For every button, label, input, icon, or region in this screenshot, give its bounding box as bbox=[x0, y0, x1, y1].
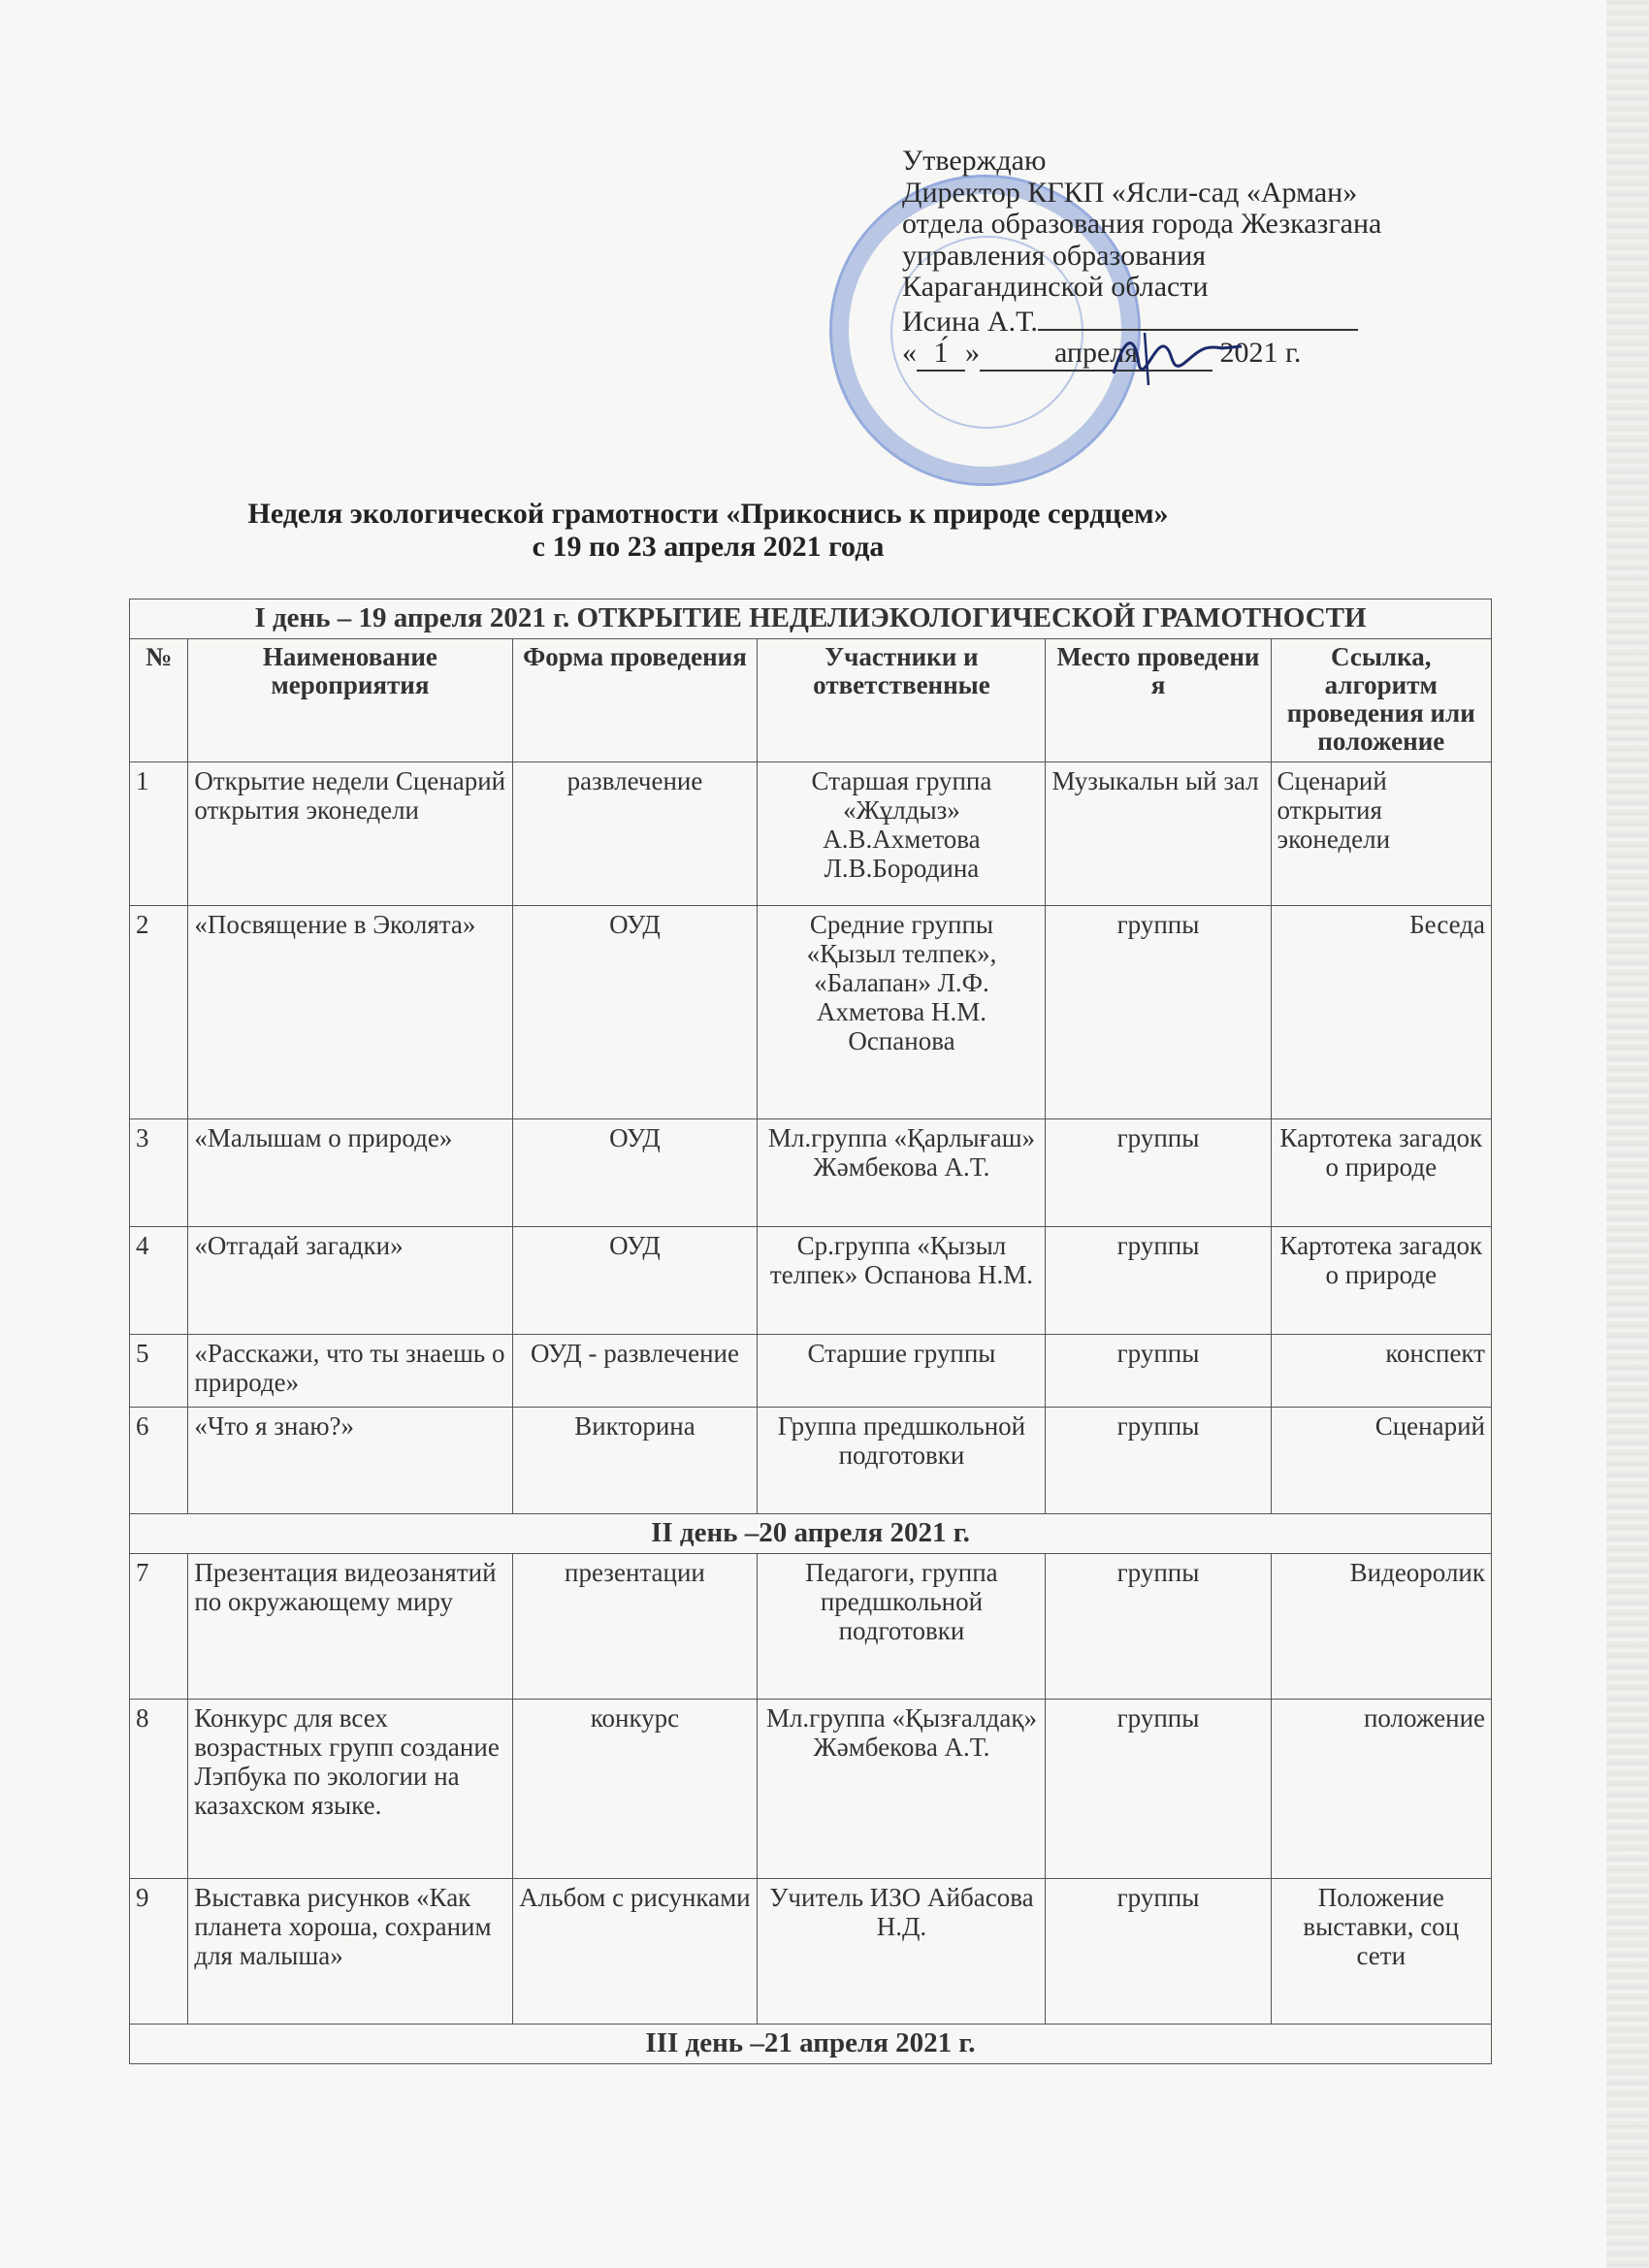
events-table bbox=[129, 599, 1492, 2064]
day-row: I день – 19 апреля 2021 г. ОТКРЫТИЕ НЕДЕЛИЭКОЛОГИЧЕСКОЙ ГРАМОТНОСТИ bbox=[130, 599, 1492, 639]
header-cell: Участники и ответственные bbox=[758, 639, 1046, 762]
header-cell: Наименование мероприятия bbox=[188, 639, 512, 762]
header-cell: Место проведени я bbox=[1046, 639, 1271, 762]
table-row: 9 Выставка рисунков «Как планета хороша, сохраним для малыша» Альбом с рисунками Учитель ИЗО Айбасова Н.Д. группы Положение выставки, соц сети bbox=[130, 1879, 1492, 2025]
approval-line: Директор КГКП «Ясли-сад «Арман» bbox=[902, 176, 1358, 209]
table-row: 7 Презентация видеозанятий по окружающему миру презентации Педагоги, группа предшкольной подготовки группы Видеоролик bbox=[130, 1554, 1492, 1700]
approval-line: Карагандинской области bbox=[902, 271, 1209, 303]
approval-line: отдела образования города Жезказгана bbox=[902, 208, 1382, 240]
header-cell: Форма проведения bbox=[512, 639, 758, 762]
header-cell: № bbox=[130, 639, 188, 762]
approval-line: Утверждаю bbox=[902, 145, 1047, 177]
table-header bbox=[130, 639, 1492, 762]
day-row: III день –21 апреля 2021 г. bbox=[130, 2025, 1492, 2064]
header-cell: Ссылка, алгоритм проведения или положение bbox=[1271, 639, 1491, 762]
table-row: 1 Открытие недели Сценарий открытия эконедели развлечение Старшая группа «Жұлдыз» А.В.Ахметова Л.В.Бородина Музыкальн ый зал Сценарий открытия эконедели bbox=[130, 762, 1492, 906]
table-row: 4 «Отгадай загадки» ОУД Ср.группа «Қызыл телпек» Оспанова Н.М. группы Картотека загадок о природе bbox=[130, 1227, 1492, 1335]
approval-date: « 1́ » апреля 2021 г. bbox=[902, 338, 1504, 372]
director-name: Исина А.Т. bbox=[902, 305, 1038, 338]
scan-edge-artifact bbox=[1606, 0, 1649, 2268]
table-row: 3 «Малышам о природе» ОУД Мл.группа «Қарлығаш» Жәмбекова А.Т. группы Картотека загадок о природе bbox=[130, 1119, 1492, 1227]
table-row: 8 Конкурс для всех возрастных групп создание Лэпбука по экологии на казахском языке. конкурс Мл.группа «Қызғалдақ» Жәмбекова А.Т. группы положение bbox=[130, 1700, 1492, 1879]
date-day: 1́ bbox=[917, 338, 965, 372]
day-row: II день –20 апреля 2021 г. bbox=[130, 1514, 1492, 1554]
title-line-1: Неделя экологической грамотности «Прикоснись к природе сердцем» bbox=[247, 498, 1169, 530]
title-line-2: с 19 по 23 апреля 2021 года bbox=[532, 531, 885, 563]
date-month: апреля bbox=[980, 338, 1212, 372]
date-year: 2021 г. bbox=[1219, 337, 1302, 369]
handwritten-signature bbox=[1106, 325, 1251, 393]
table-row: 5 «Расскажи, что ты знаешь о природе» ОУД - развлечение Старшие группы группы конспект bbox=[130, 1335, 1492, 1408]
table-row: 2 «Посвящение в Эколята» ОУД Средние группы «Қызыл телпек», «Балапан» Л.Ф. Ахметова Н.М. Оспанова группы Беседа bbox=[130, 906, 1492, 1119]
table-row: 6 «Что я знаю?» Викторина Группа предшкольной подготовки группы Сценарий bbox=[130, 1408, 1492, 1514]
approval-line: управления образования bbox=[902, 239, 1207, 272]
document-title bbox=[146, 498, 1271, 564]
